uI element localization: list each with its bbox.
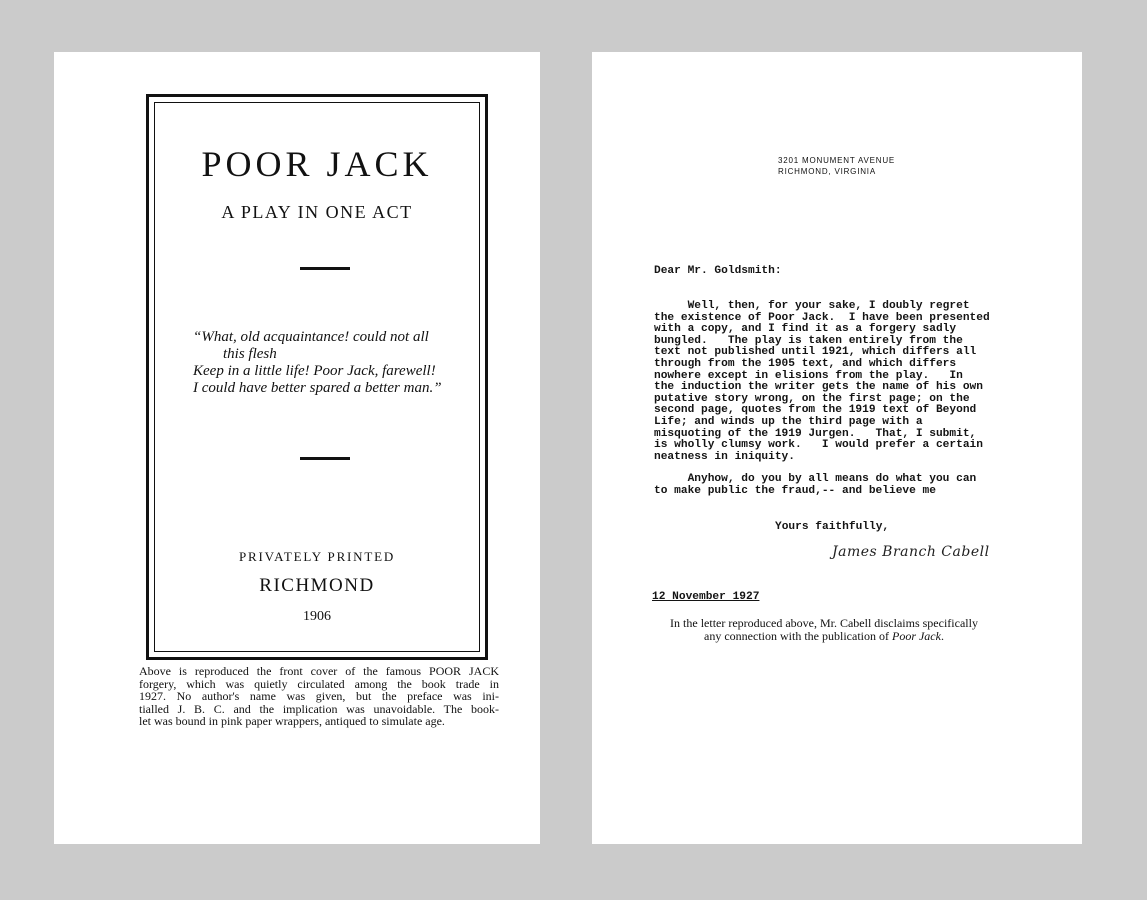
- caption-line: 1927. No author's name was given, but the preface was ini-: [139, 689, 499, 703]
- caption-line: tialled J. B. C. and the implication was unavoidable. The book-: [139, 701, 499, 716]
- letterhead-city: RICHMOND, VIRGINIA: [778, 167, 876, 176]
- letterhead: [778, 155, 895, 177]
- letter-date: 12 November 1927: [652, 591, 760, 603]
- cover-quote: [193, 329, 473, 397]
- right-page: [592, 52, 1082, 844]
- letter-salutation: Dear Mr. Goldsmith:: [654, 265, 782, 277]
- handwritten-signature: James Branch Cabell: [832, 544, 990, 560]
- cover-rule-top: [300, 267, 350, 270]
- quote-line: “What, old acquaintance! could not all: [193, 329, 429, 345]
- quote-line: this flesh: [223, 346, 277, 362]
- caption-line: forgery, which was quietly circulated among the book trade in: [139, 676, 499, 691]
- body-line: to make public the fraud,-- and believe me: [654, 484, 936, 497]
- caption-line: let was bound in pink paper wrappers, antiqued to simulate age.: [139, 714, 445, 728]
- body-line: second page, quotes from the 1919 text of Beyond: [654, 404, 977, 417]
- body-line: text not published until 1921, which differs all: [654, 346, 977, 359]
- body-line: Well, then, for your sake, I doubly regret: [654, 300, 970, 312]
- letter-closing: Yours faithfully,: [775, 521, 890, 533]
- quote-line: Keep in a little life! Poor Jack, farewell!: [193, 363, 436, 379]
- body-line: is wholly clumsy work. I would prefer a certain: [654, 439, 983, 452]
- body-line: misquoting of the 1919 Jurgen. That, I submit,: [654, 427, 977, 440]
- cover-year: 1906: [303, 609, 331, 624]
- body-line: bungled. The play is taken entirely from the: [654, 334, 963, 347]
- left-page: [54, 52, 540, 844]
- body-line: the existence of Poor Jack. I have been presented: [654, 311, 990, 324]
- caption-title: Poor Jack: [891, 629, 941, 643]
- body-line: putative story wrong, on the first page; on the: [654, 392, 970, 405]
- cover-printed: PRIVATELY PRINTED: [238, 549, 396, 564]
- cover-city: RICHMOND: [259, 575, 375, 596]
- body-line: Life; and winds up the third page with a: [654, 415, 923, 428]
- body-line: with a copy, and I find it as a forgery sadly: [654, 323, 957, 336]
- caption-line: In the letter reproduced above, Mr. Cabell disclaims specifically: [670, 616, 978, 630]
- caption-line: [648, 630, 1000, 643]
- caption-text: any connection with the publication of: [704, 629, 892, 643]
- body-line: Anyhow, do you by all means do what you can: [654, 473, 977, 486]
- cover-subtitle: A PLAY IN ONE ACT: [221, 202, 413, 222]
- caption-line: Above is reproduced the front cover of the famous POOR JACK: [139, 664, 499, 678]
- cover-caption: [139, 665, 499, 728]
- cover-inner-border: [154, 102, 480, 652]
- letterhead-street: 3201 MONUMENT AVENUE: [778, 156, 896, 165]
- body-line: neatness in iniquity.: [654, 450, 795, 463]
- body-line: the induction the writer gets the name of his own: [654, 381, 983, 394]
- cover-rule-bottom: [300, 457, 350, 460]
- caption-period: .: [940, 629, 944, 643]
- body-line: nowhere except in elisions from the play. In: [654, 369, 963, 382]
- cover-title: POOR JACK: [201, 144, 433, 184]
- body-line: through from the 1905 text, and which differs: [654, 357, 957, 370]
- letter-body: [654, 301, 990, 498]
- quote-line: I could have better spared a better man.”: [193, 380, 442, 396]
- letter-caption: [648, 617, 1000, 643]
- book-cover: [146, 94, 488, 660]
